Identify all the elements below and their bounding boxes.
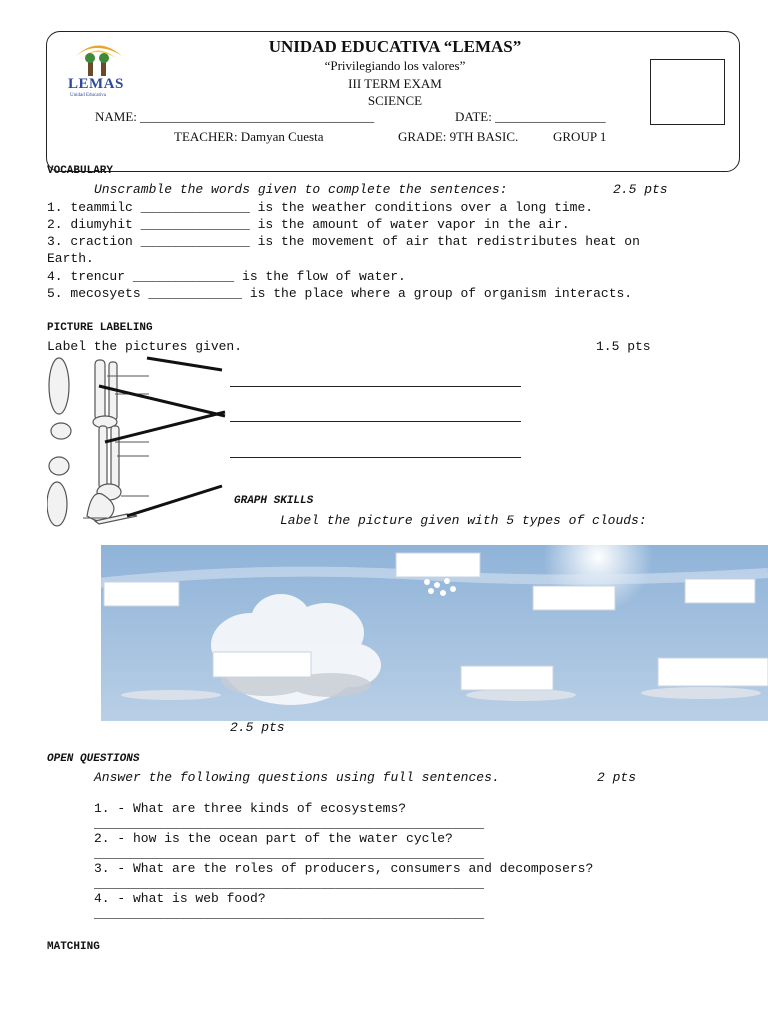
grade: GRADE: 9TH BASIC.	[398, 129, 519, 144]
vocabulary-instruction: Unscramble the words given to complete the sentences:	[94, 182, 508, 197]
logo-subtext: Unidad Educativa	[70, 93, 106, 98]
open-questions-title: OPEN QUESTIONS	[47, 753, 140, 765]
answer-line-1[interactable]: __________________________________________________	[94, 816, 485, 831]
group: GROUP 1	[553, 129, 607, 144]
vocab-item-3: 3. craction ______________ is the movement of air that redistributes heat on	[47, 234, 640, 249]
answer-line-4[interactable]: __________________________________________________	[94, 906, 485, 921]
question-2: 2. - how is the ocean part of the water cycle?	[94, 831, 453, 846]
vocab-item-2: 2. diumyhit ______________ is the amount of water vapor in the air.	[47, 217, 570, 232]
picture-labeling-points: 1.5 pts	[596, 339, 651, 354]
picture-labeling-title: PICTURE LABELING	[47, 322, 153, 334]
subject: SCIENCE	[367, 93, 423, 108]
vocab-item-1: 1. teammilc ______________ is the weather conditions over a long time.	[47, 200, 594, 215]
label-answer-line-1[interactable]	[230, 386, 521, 387]
vocab-item-3-cont: Earth.	[47, 251, 94, 266]
skeleton-arm-image	[47, 356, 227, 528]
label-answer-line-3[interactable]	[230, 457, 521, 458]
picture-labeling-instruction: Label the pictures given.	[47, 339, 243, 354]
vocab-item-4: 4. trencur _____________ is the flow of water.	[47, 269, 406, 284]
answer-line-2[interactable]: __________________________________________________	[94, 846, 485, 861]
school-name: UNIDAD EDUCATIVA “LEMAS”	[268, 37, 522, 56]
date-field[interactable]: DATE: _________________	[455, 109, 606, 124]
teacher: TEACHER: Damyan Cuesta	[174, 129, 324, 144]
question-1: 1. - What are three kinds of ecosystems?	[94, 801, 407, 816]
exam-title: III TERM EXAM	[348, 76, 442, 91]
question-4: 4. - what is web food?	[94, 891, 266, 906]
answer-line-3[interactable]: __________________________________________________	[94, 876, 485, 891]
graph-skills-title: GRAPH SKILLS	[234, 495, 314, 507]
vocab-item-5: 5. mecosyets ____________ is the place where a group of organism interacts.	[47, 286, 633, 301]
matching-title: MATCHING	[47, 941, 100, 953]
logo-text: LEMAS	[68, 76, 124, 92]
photo-box	[650, 59, 725, 125]
clouds-image	[101, 545, 768, 721]
motto: “Privilegiando los valores”	[324, 58, 466, 73]
name-field[interactable]: NAME: ____________________________________	[95, 109, 375, 124]
open-questions-instruction: Answer the following questions using full sentences.	[94, 770, 500, 785]
graph-skills-points: 2.5 pts	[230, 720, 285, 735]
vocabulary-points: 2.5 pts	[613, 182, 668, 197]
vocabulary-title: VOCABULARY	[47, 165, 114, 177]
graph-skills-instruction: Label the picture given with 5 types of clouds:	[280, 513, 647, 528]
label-answer-line-2[interactable]	[230, 421, 521, 422]
question-3: 3. - What are the roles of producers, consumers and decomposers?	[94, 861, 594, 876]
open-questions-points: 2 pts	[597, 770, 637, 785]
